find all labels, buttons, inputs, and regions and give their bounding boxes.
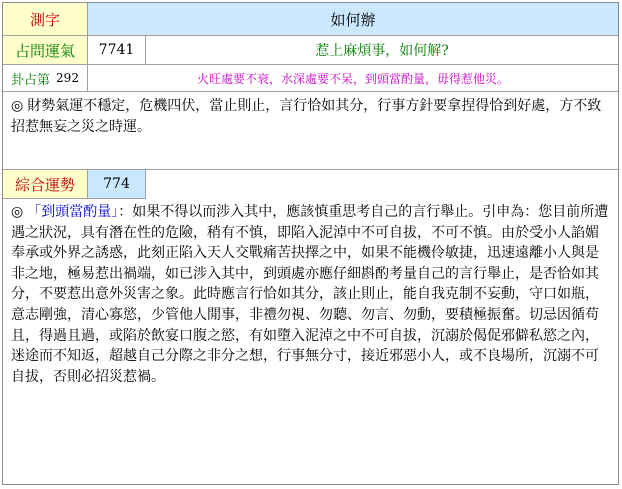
hexagram-row bbox=[3, 65, 618, 92]
page-title: 如何辦 bbox=[88, 3, 618, 36]
fortune-number: 7741 bbox=[88, 36, 146, 65]
overall-label: 綜合運勢 bbox=[3, 170, 88, 199]
detail-bullet-icon: ◎ bbox=[11, 204, 24, 220]
fortune-message: 惹上麻煩事，如何解? bbox=[146, 36, 618, 65]
overall-number: 774 bbox=[88, 170, 146, 199]
fortune-row bbox=[3, 36, 618, 65]
overall-spacer bbox=[146, 170, 618, 199]
detail-highlight: 「到頭當酌量」 bbox=[27, 204, 119, 220]
detail-text: ：如果不得以而涉入其中，應該慎重思考自己的言行舉止。引申為：您目前所遭遇之狀況，具有潛在性的危險，稍有不慎，即陷入泥淖中不可自拔，不可不慎。由於受小人諂媚奉承或外界之誘惑，此刻正陷入天人交戰痛苦抉擇之中，如果不能機伶敏捷，迅速遠離小人與是非之地，極易惹出禍端，如已涉入其中，到頭處亦應仔細斟酌考量自己的言行舉止，是否恰如其分，不要惹出意外災害之象。此時應言行恰如其分，該止則止，能自我克制不妄動，守口如瓶，意志剛強，清心寡慾，少管他人閒事，非禮勿視、勿聽、勿言、勿動，要積極振奮。切忌因循苟且，得過且過，或陷於飲宴口腹之慾，有如墮入泥淖之中不可自拔，沉溺於偈促邪僻私慾之內，迷途而不知返，超越自己分際之非分之想，行事無分寸，接近邪惡小人，或不良場所，沉溺不可自拔，否則必招災惹禍。 bbox=[11, 204, 609, 385]
hexagram-number: 292 bbox=[56, 71, 79, 85]
hexagram-message: 火旺處要不衰，水深處要不呆，到頭當酌量，毋得惹他災。 bbox=[88, 65, 618, 92]
fortune-label: 占問運氣 bbox=[3, 36, 88, 65]
result-panel bbox=[2, 2, 619, 485]
detail-paragraph bbox=[3, 199, 618, 387]
overall-row bbox=[3, 169, 618, 199]
summary-paragraph bbox=[3, 93, 618, 169]
header-row bbox=[3, 3, 618, 36]
hexagram-label-cell bbox=[3, 65, 88, 92]
header-label: 測字 bbox=[3, 3, 88, 36]
summary-text: 財勢氣運不穩定，危機四伏，當止則止，言行恰如其分，行事方針要拿捏得恰到好處，方不致招惹無妄之災之時運。 bbox=[11, 98, 602, 135]
hexagram-label: 卦占第 bbox=[11, 72, 51, 88]
summary-bullet-icon: ◎ bbox=[11, 98, 24, 114]
